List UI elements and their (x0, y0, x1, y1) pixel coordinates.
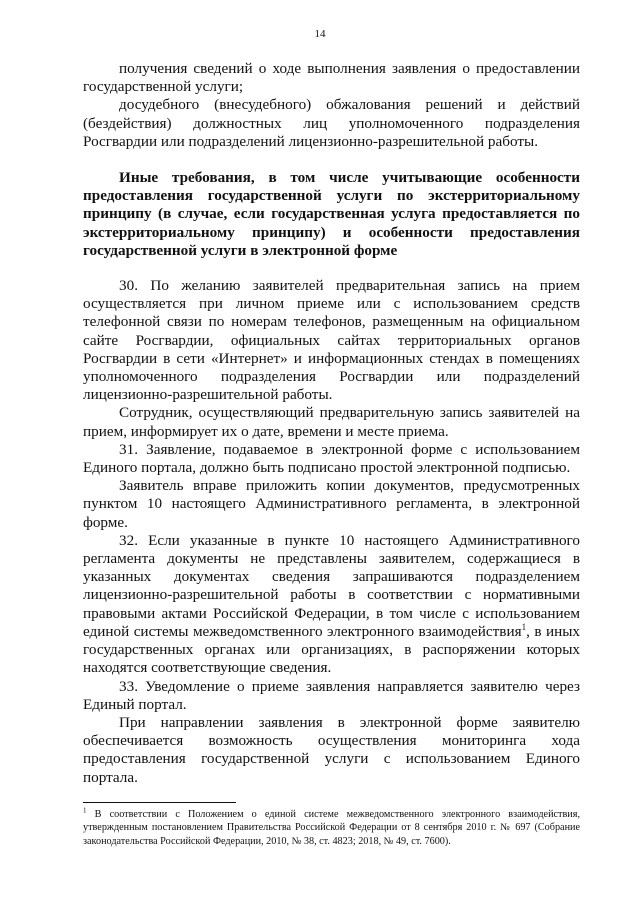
paragraph-30: 30. По желанию заявителей предварительная запись на прием осуществляется при личном приеме или с использованием средств телефонной связи по номерам телефонов, размещенным на официальном сайте Росгвардии, официальных сайтах территориальных органов Росгвардии в сети «Интернет» и информационных стендах в помещениях уполномоченного подразделения Росгвардии или подразделений лицензионно-разрешительной работы. (83, 277, 580, 404)
footnote-divider (83, 802, 236, 803)
footnote-text: В соответствии с Положением о единой системе межведомственного электронного взаимодействия, утвержденным постановлением Правительства Российской Федерации от 8 сентября 2010 г. № 697 (Собрание законодательства Российской Федерации, 2010, № 38, ст. 4823; 2018, № 49, ст. 7600). (83, 809, 580, 847)
document-body (83, 60, 580, 787)
page-number: 14 (314, 28, 326, 40)
section-heading: Иные требования, в том числе учитывающие особенности предоставления государственной услуги по экстерриториальному принципу (в случае, если государственная услуга предоставляется по экстерриториальному принципу) и особенности предоставления государственной услуги в электронной форме (83, 169, 580, 259)
footnote (83, 808, 580, 848)
paragraph: При направлении заявления в электронной форме заявителю обеспечивается возможность осуществления мониторинга хода предоставления государственной услуги с использованием Единого портала. (83, 713, 580, 786)
paragraph-32 (83, 532, 580, 678)
paragraph-31: 31. Заявление, подаваемое в электронной форме с использованием Единого портала, должно быть подписано простой электронной подписью. (83, 440, 580, 477)
paragraph: досудебного (внесудебного) обжалования решений и действий (бездействия) должностных лиц уполномоченного подразделения Росгвардии или подразделений лицензионно-разрешительной работы. (83, 96, 580, 150)
footnote-marker: 1 (83, 806, 87, 815)
paragraph: Заявитель вправе приложить копии документов, предусмотренных пунктом 10 настоящего Административного регламента, в электронной форме. (83, 477, 580, 531)
paragraph: Сотрудник, осуществляющий предварительную запись заявителей на прием, информирует их о дате, времени и месте приема. (83, 404, 580, 440)
paragraph-33: 33. Уведомление о приеме заявления направляется заявителю через Единый портал. (83, 677, 580, 713)
paragraph-32-continuation: , в иных государственных органах или организациях, в распоряжении которых находятся соответствующие сведения. (83, 622, 581, 677)
footnote-reference: 1 (521, 621, 527, 632)
paragraph: получения сведений о ходе выполнения заявления о предоставлении государственной услуги; (83, 60, 580, 96)
paragraph-32-text: 32. Если указанные в пункте 10 настоящего Административного регламента документы не представлены заявителем, содержащиеся в указанных документах сведения запрашиваются подразделением лицензионно-разрешительной работы в соответствии с нормативными правовыми актами Российской Федерации, в том числе с использованием единой системы межведомственного электронного взаимодействия (83, 531, 580, 640)
